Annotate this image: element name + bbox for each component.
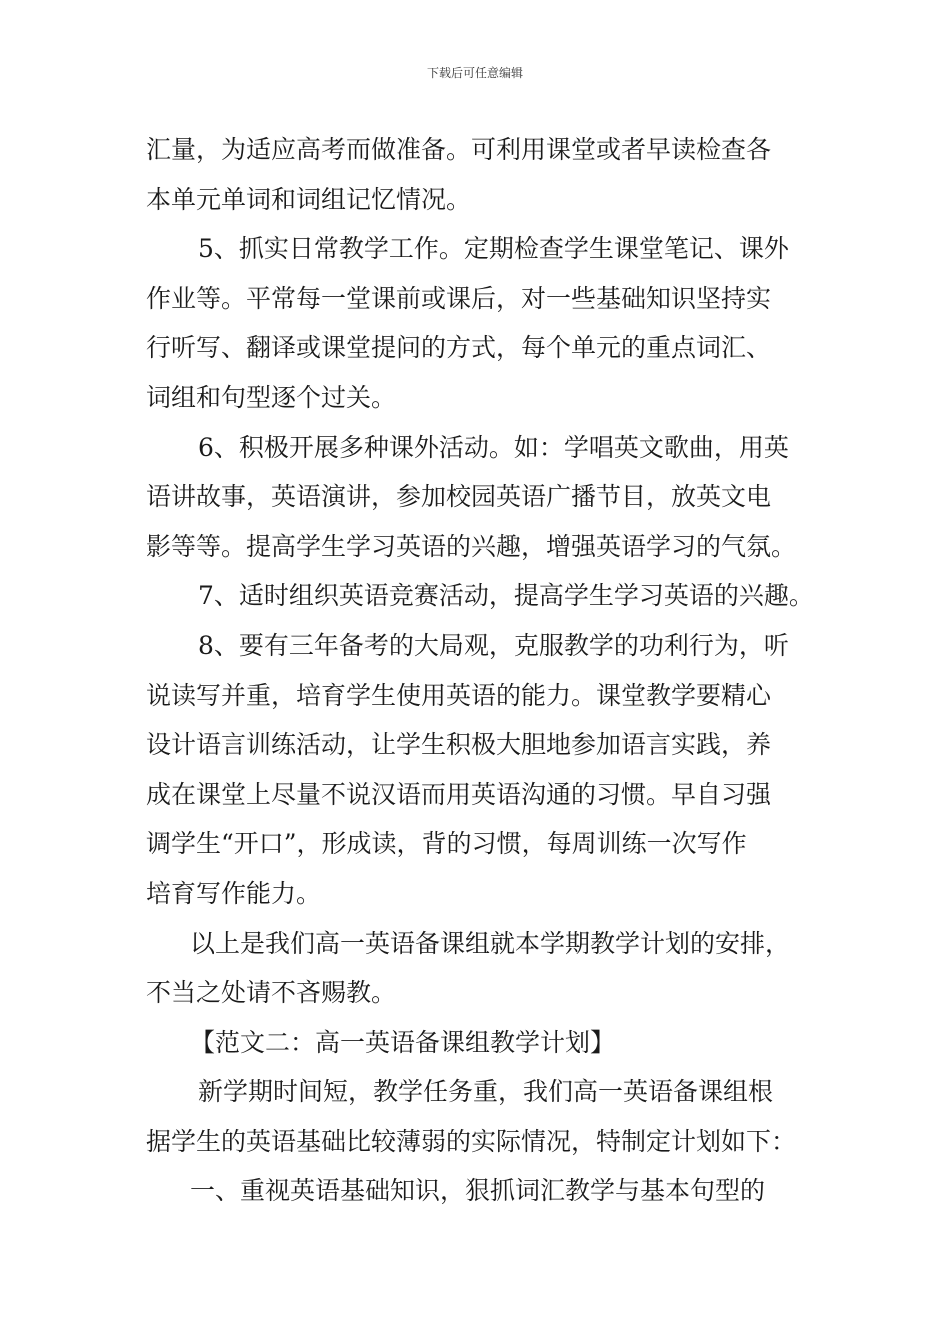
text-line: 据学生的英语基础比较薄弱的实际情况，特制定计划如下：	[146, 1126, 797, 1156]
text-line: 成在课堂上尽量不说汉语而用英语沟通的习惯。早自习强	[146, 779, 772, 809]
text-line: 培育写作能力。	[146, 878, 322, 908]
text-line: 行听写、翻译或课堂提问的方式，每个单元的重点词汇、	[146, 333, 772, 363]
document-body	[146, 125, 826, 1216]
text-line: 影等等。提高学生学习英语的兴趣，增强英语学习的气氛。	[146, 531, 797, 561]
text-line: 7、适时组织英语竞赛活动，提高学生学习英语的兴趣。	[198, 581, 814, 611]
text-line: 新学期时间短，教学任务重，我们高一英语备课组根	[198, 1077, 774, 1107]
text-line: 设计语言训练活动，让学生积极大胆地参加语言实践，养	[146, 730, 772, 760]
text-line: 8、要有三年备考的大局观，克服教学的功利行为，听	[198, 630, 789, 660]
text-line: 本单元单词和词组记忆情况。	[146, 184, 472, 214]
text-line: 调学生“开口”，形成读，背的习惯，每周训练一次写作	[146, 829, 747, 859]
text-line: 6、积极开展多种课外活动。如：学唱英文歌曲，用英	[198, 432, 789, 462]
text-line: 不当之处请不吝赐教。	[146, 978, 397, 1008]
page-header: 下载后可任意编辑	[426, 66, 523, 80]
section-heading: 【范文二：高一英语备课组教学计划】	[190, 1027, 616, 1057]
text-line: 以上是我们高一英语备课组就本学期教学计划的安排，	[190, 928, 791, 958]
text-line: 说读写并重，培育学生使用英语的能力。课堂教学要精心	[146, 680, 772, 710]
text-line: 词组和句型逐个过关。	[146, 382, 397, 412]
text-line: 一、重视英语基础知识，狠抓词汇教学与基本句型的	[190, 1176, 766, 1206]
text-line: 汇量，为适应高考而做准备。可利用课堂或者早读检查各	[146, 135, 772, 164]
text-line: 作业等。平常每一堂课前或课后，对一些基础知识坚持实	[146, 283, 772, 313]
text-line: 5、抓实日常教学工作。定期检查学生课堂笔记、课外	[198, 234, 789, 264]
text-line: 语讲故事，英语演讲，参加校园英语广播节目，放英文电	[146, 482, 772, 512]
